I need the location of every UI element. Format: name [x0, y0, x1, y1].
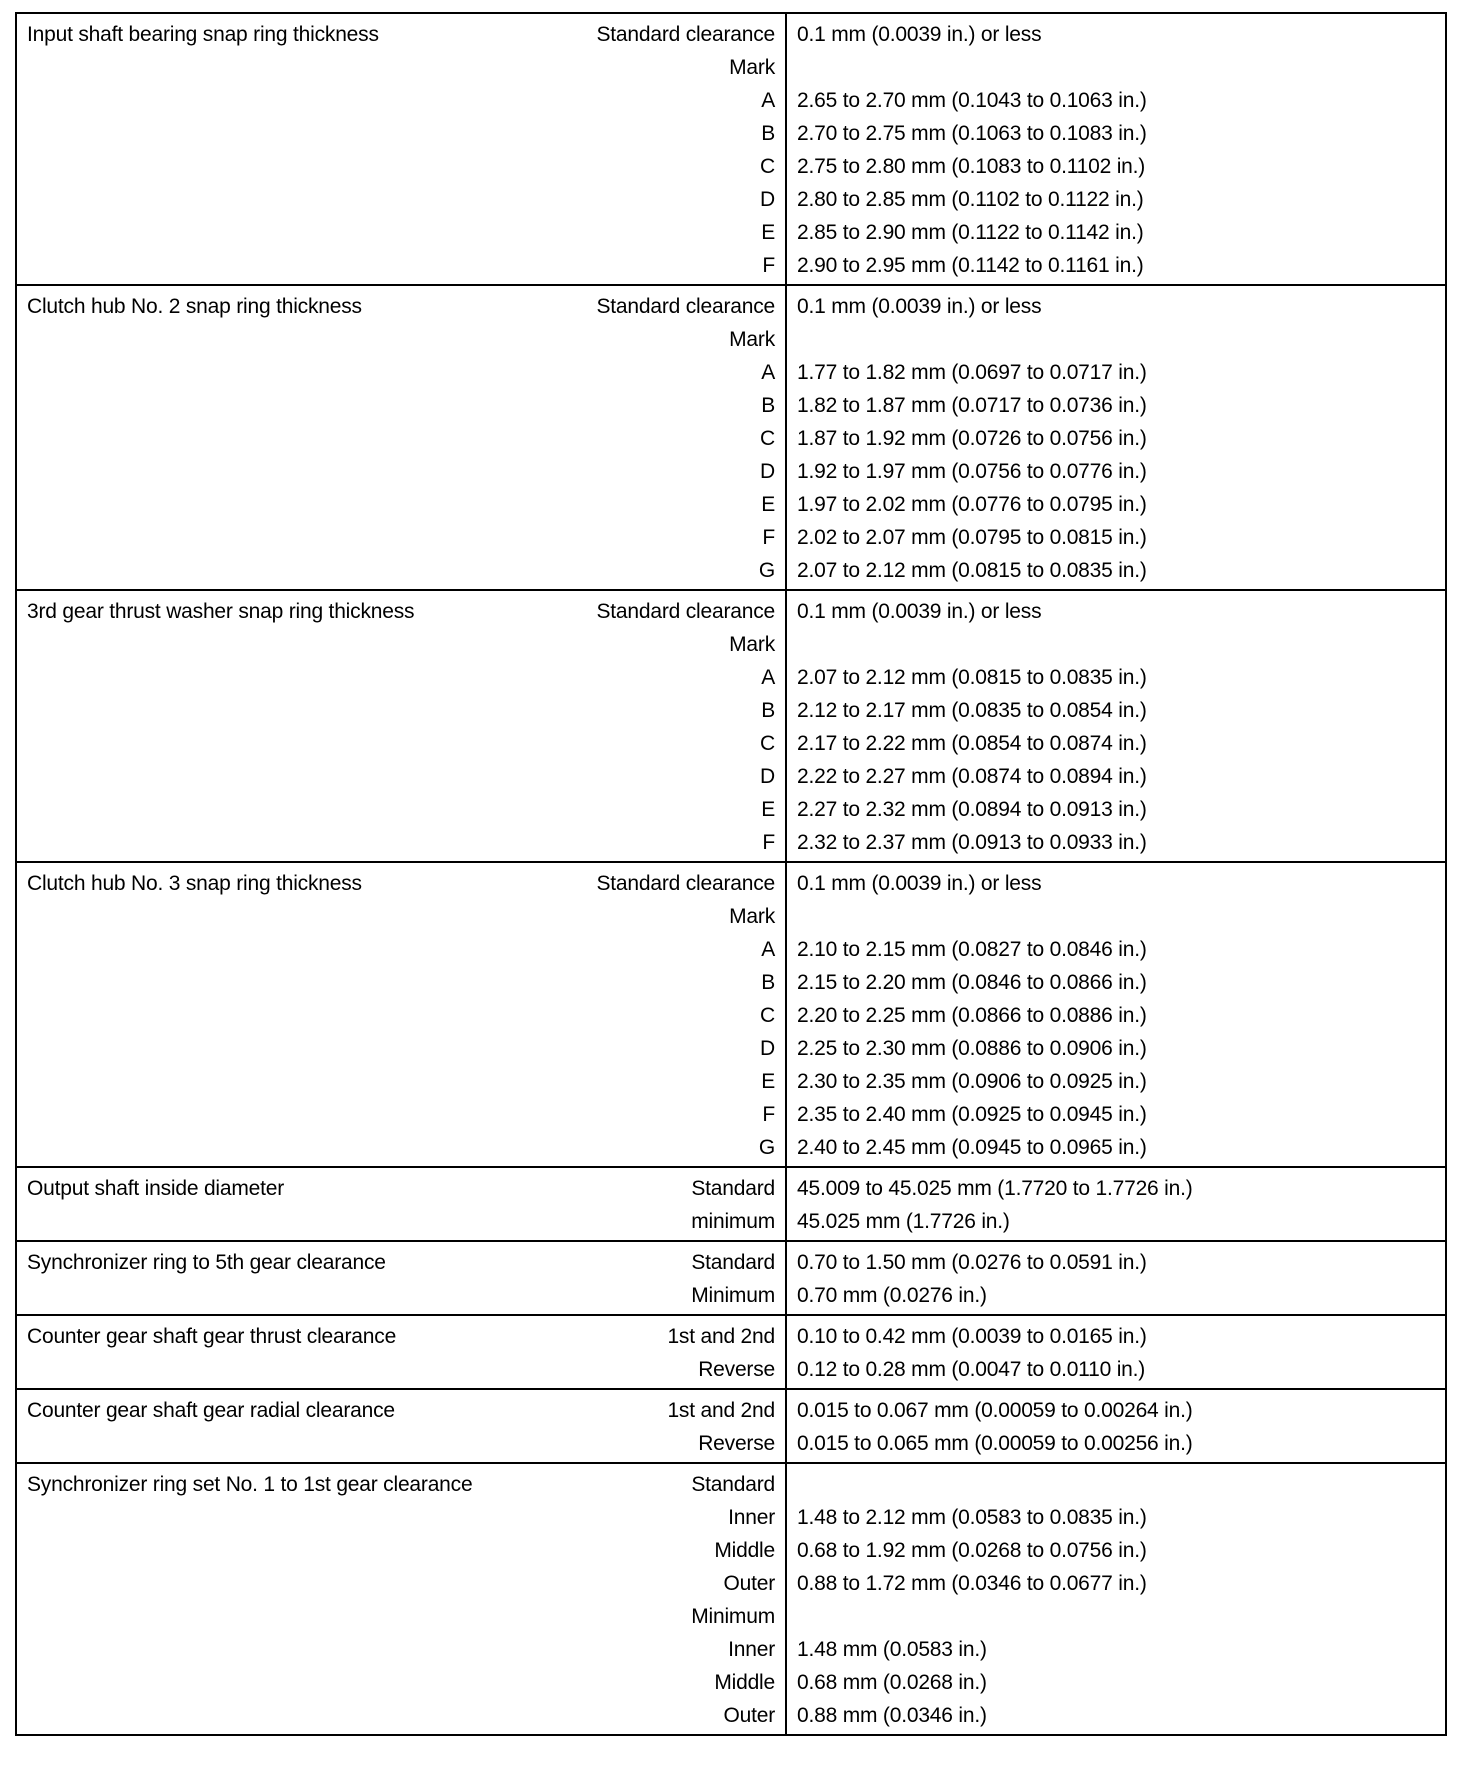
- spec-condition: C: [760, 155, 775, 178]
- spec-value: 0.70 to 1.50 mm (0.0276 to 0.0591 in.): [786, 1241, 1446, 1279]
- spec-condition: F: [762, 526, 775, 549]
- spec-condition: Middle: [714, 1539, 775, 1562]
- spec-condition: B: [761, 699, 775, 722]
- spec-item-name: Synchronizer ring to 5th gear clearance: [27, 1251, 386, 1274]
- spec-row: [16, 13, 1446, 51]
- spec-condition: D: [760, 1037, 775, 1060]
- spec-value: 45.025 mm (1.7726 in.): [786, 1205, 1446, 1241]
- spec-value: 0.1 mm (0.0039 in.) or less: [786, 862, 1446, 900]
- spec-value: [786, 628, 1446, 661]
- spec-condition: D: [760, 188, 775, 211]
- spec-row: [16, 1315, 1446, 1353]
- spec-value: 0.12 to 0.28 mm (0.0047 to 0.0110 in.): [786, 1353, 1446, 1389]
- spec-row: [16, 285, 1446, 323]
- spec-condition: Outer: [723, 1572, 775, 1595]
- spec-condition: F: [762, 831, 775, 854]
- spec-value: 2.02 to 2.07 mm (0.0795 to 0.0815 in.): [786, 521, 1446, 554]
- spec-condition: minimum: [691, 1210, 775, 1233]
- spec-group: [16, 13, 1446, 285]
- spec-value: 0.1 mm (0.0039 in.) or less: [786, 13, 1446, 51]
- spec-item-name: Counter gear shaft gear radial clearance: [27, 1399, 395, 1422]
- spec-value: 0.88 to 1.72 mm (0.0346 to 0.0677 in.): [786, 1567, 1446, 1600]
- spec-value: 2.32 to 2.37 mm (0.0913 to 0.0933 in.): [786, 826, 1446, 862]
- spec-condition: G: [758, 1136, 775, 1159]
- spec-condition: Inner: [728, 1638, 775, 1661]
- spec-condition: A: [761, 938, 775, 961]
- spec-row: [16, 1463, 1446, 1501]
- spec-condition: Standard clearance: [596, 23, 775, 46]
- spec-value: 0.70 mm (0.0276 in.): [786, 1279, 1446, 1315]
- spec-condition: Mark: [729, 905, 775, 928]
- spec-condition: E: [761, 493, 775, 516]
- spec-condition: G: [758, 559, 775, 582]
- spec-value: 2.15 to 2.20 mm (0.0846 to 0.0866 in.): [786, 966, 1446, 999]
- spec-condition: B: [761, 971, 775, 994]
- spec-condition: C: [760, 1004, 775, 1027]
- spec-value: 0.68 mm (0.0268 in.): [786, 1666, 1446, 1699]
- spec-value: 1.87 to 1.92 mm (0.0726 to 0.0756 in.): [786, 422, 1446, 455]
- spec-condition: A: [761, 361, 775, 384]
- spec-condition: Minimum: [691, 1605, 775, 1628]
- spec-group: [16, 862, 1446, 1167]
- spec-value: [786, 1463, 1446, 1501]
- spec-group: [16, 1315, 1446, 1389]
- spec-condition: A: [761, 666, 775, 689]
- spec-value: 1.48 to 2.12 mm (0.0583 to 0.0835 in.): [786, 1501, 1446, 1534]
- spec-item-name: 3rd gear thrust washer snap ring thickness: [27, 600, 415, 623]
- spec-group: [16, 285, 1446, 590]
- spec-value: 2.17 to 2.22 mm (0.0854 to 0.0874 in.): [786, 727, 1446, 760]
- spec-value: 2.07 to 2.12 mm (0.0815 to 0.0835 in.): [786, 554, 1446, 590]
- spec-condition: D: [760, 460, 775, 483]
- spec-value: 1.77 to 1.82 mm (0.0697 to 0.0717 in.): [786, 356, 1446, 389]
- spec-condition: C: [760, 732, 775, 755]
- spec-row: [16, 1241, 1446, 1279]
- spec-value: 2.22 to 2.27 mm (0.0874 to 0.0894 in.): [786, 760, 1446, 793]
- spec-value: 0.1 mm (0.0039 in.) or less: [786, 590, 1446, 628]
- spec-condition: F: [762, 1103, 775, 1126]
- spec-value: 2.90 to 2.95 mm (0.1142 to 0.1161 in.): [786, 249, 1446, 285]
- spec-value: 2.30 to 2.35 mm (0.0906 to 0.0925 in.): [786, 1065, 1446, 1098]
- spec-value: [786, 1600, 1446, 1633]
- spec-value: 2.35 to 2.40 mm (0.0925 to 0.0945 in.): [786, 1098, 1446, 1131]
- spec-condition: Mark: [729, 633, 775, 656]
- spec-condition: Standard: [691, 1251, 775, 1274]
- spec-value: 0.015 to 0.065 mm (0.00059 to 0.00256 in.): [786, 1427, 1446, 1463]
- spec-value: 2.70 to 2.75 mm (0.1063 to 0.1083 in.): [786, 117, 1446, 150]
- spec-item-name: Clutch hub No. 2 snap ring thickness: [27, 295, 362, 318]
- spec-row: [16, 1167, 1446, 1205]
- spec-condition: Reverse: [698, 1432, 775, 1455]
- spec-condition: E: [761, 1070, 775, 1093]
- spec-condition: Mark: [729, 328, 775, 351]
- spec-value: 1.92 to 1.97 mm (0.0756 to 0.0776 in.): [786, 455, 1446, 488]
- spec-value: 0.1 mm (0.0039 in.) or less: [786, 285, 1446, 323]
- spec-condition: Inner: [728, 1506, 775, 1529]
- spec-value: 2.80 to 2.85 mm (0.1102 to 0.1122 in.): [786, 183, 1446, 216]
- spec-value: 2.85 to 2.90 mm (0.1122 to 0.1142 in.): [786, 216, 1446, 249]
- spec-condition: Minimum: [691, 1284, 775, 1307]
- spec-condition: 1st and 2nd: [667, 1325, 775, 1348]
- spec-condition: D: [760, 765, 775, 788]
- spec-value: 2.12 to 2.17 mm (0.0835 to 0.0854 in.): [786, 694, 1446, 727]
- spec-value: 45.009 to 45.025 mm (1.7720 to 1.7726 in.): [786, 1167, 1446, 1205]
- spec-value: [786, 900, 1446, 933]
- spec-group: [16, 590, 1446, 862]
- spec-condition: F: [762, 254, 775, 277]
- spec-table: [15, 12, 1447, 1736]
- spec-condition: Standard clearance: [596, 600, 775, 623]
- spec-condition: B: [761, 394, 775, 417]
- spec-condition: Outer: [723, 1704, 775, 1727]
- spec-condition: A: [761, 89, 775, 112]
- spec-condition: 1st and 2nd: [667, 1399, 775, 1422]
- spec-item-name: Clutch hub No. 3 snap ring thickness: [27, 872, 362, 895]
- spec-condition: Mark: [729, 56, 775, 79]
- spec-item-name: Output shaft inside diameter: [27, 1177, 285, 1200]
- spec-item-name: Input shaft bearing snap ring thickness: [27, 23, 379, 46]
- spec-item-name: Counter gear shaft gear thrust clearance: [27, 1325, 397, 1348]
- spec-value: 1.48 mm (0.0583 in.): [786, 1633, 1446, 1666]
- spec-group: [16, 1167, 1446, 1241]
- spec-value: 1.82 to 1.87 mm (0.0717 to 0.0736 in.): [786, 389, 1446, 422]
- spec-value: 2.27 to 2.32 mm (0.0894 to 0.0913 in.): [786, 793, 1446, 826]
- spec-condition: B: [761, 122, 775, 145]
- spec-condition: Standard: [691, 1177, 775, 1200]
- spec-item-name: Synchronizer ring set No. 1 to 1st gear clearance: [27, 1473, 473, 1496]
- spec-condition: Standard clearance: [596, 295, 775, 318]
- spec-group: [16, 1463, 1446, 1735]
- spec-value: [786, 51, 1446, 84]
- spec-value: 1.97 to 2.02 mm (0.0776 to 0.0795 in.): [786, 488, 1446, 521]
- spec-value: 2.10 to 2.15 mm (0.0827 to 0.0846 in.): [786, 933, 1446, 966]
- spec-condition: E: [761, 798, 775, 821]
- spec-condition: Reverse: [698, 1358, 775, 1381]
- spec-value: 2.07 to 2.12 mm (0.0815 to 0.0835 in.): [786, 661, 1446, 694]
- spec-value: 0.015 to 0.067 mm (0.00059 to 0.00264 in.): [786, 1389, 1446, 1427]
- spec-condition: Standard clearance: [596, 872, 775, 895]
- spec-value: 0.68 to 1.92 mm (0.0268 to 0.0756 in.): [786, 1534, 1446, 1567]
- spec-value: 2.25 to 2.30 mm (0.0886 to 0.0906 in.): [786, 1032, 1446, 1065]
- spec-value: 0.88 mm (0.0346 in.): [786, 1699, 1446, 1735]
- spec-value: 2.65 to 2.70 mm (0.1043 to 0.1063 in.): [786, 84, 1446, 117]
- spec-condition: E: [761, 221, 775, 244]
- spec-value: 2.75 to 2.80 mm (0.1083 to 0.1102 in.): [786, 150, 1446, 183]
- spec-condition: C: [760, 427, 775, 450]
- spec-group: [16, 1389, 1446, 1463]
- spec-value: 2.40 to 2.45 mm (0.0945 to 0.0965 in.): [786, 1131, 1446, 1167]
- spec-row: [16, 590, 1446, 628]
- spec-condition: Middle: [714, 1671, 775, 1694]
- spec-row: [16, 1389, 1446, 1427]
- spec-group: [16, 1241, 1446, 1315]
- spec-value: 0.10 to 0.42 mm (0.0039 to 0.0165 in.): [786, 1315, 1446, 1353]
- spec-condition: Standard: [691, 1473, 775, 1496]
- spec-value: 2.20 to 2.25 mm (0.0866 to 0.0886 in.): [786, 999, 1446, 1032]
- spec-row: [16, 862, 1446, 900]
- spec-value: [786, 323, 1446, 356]
